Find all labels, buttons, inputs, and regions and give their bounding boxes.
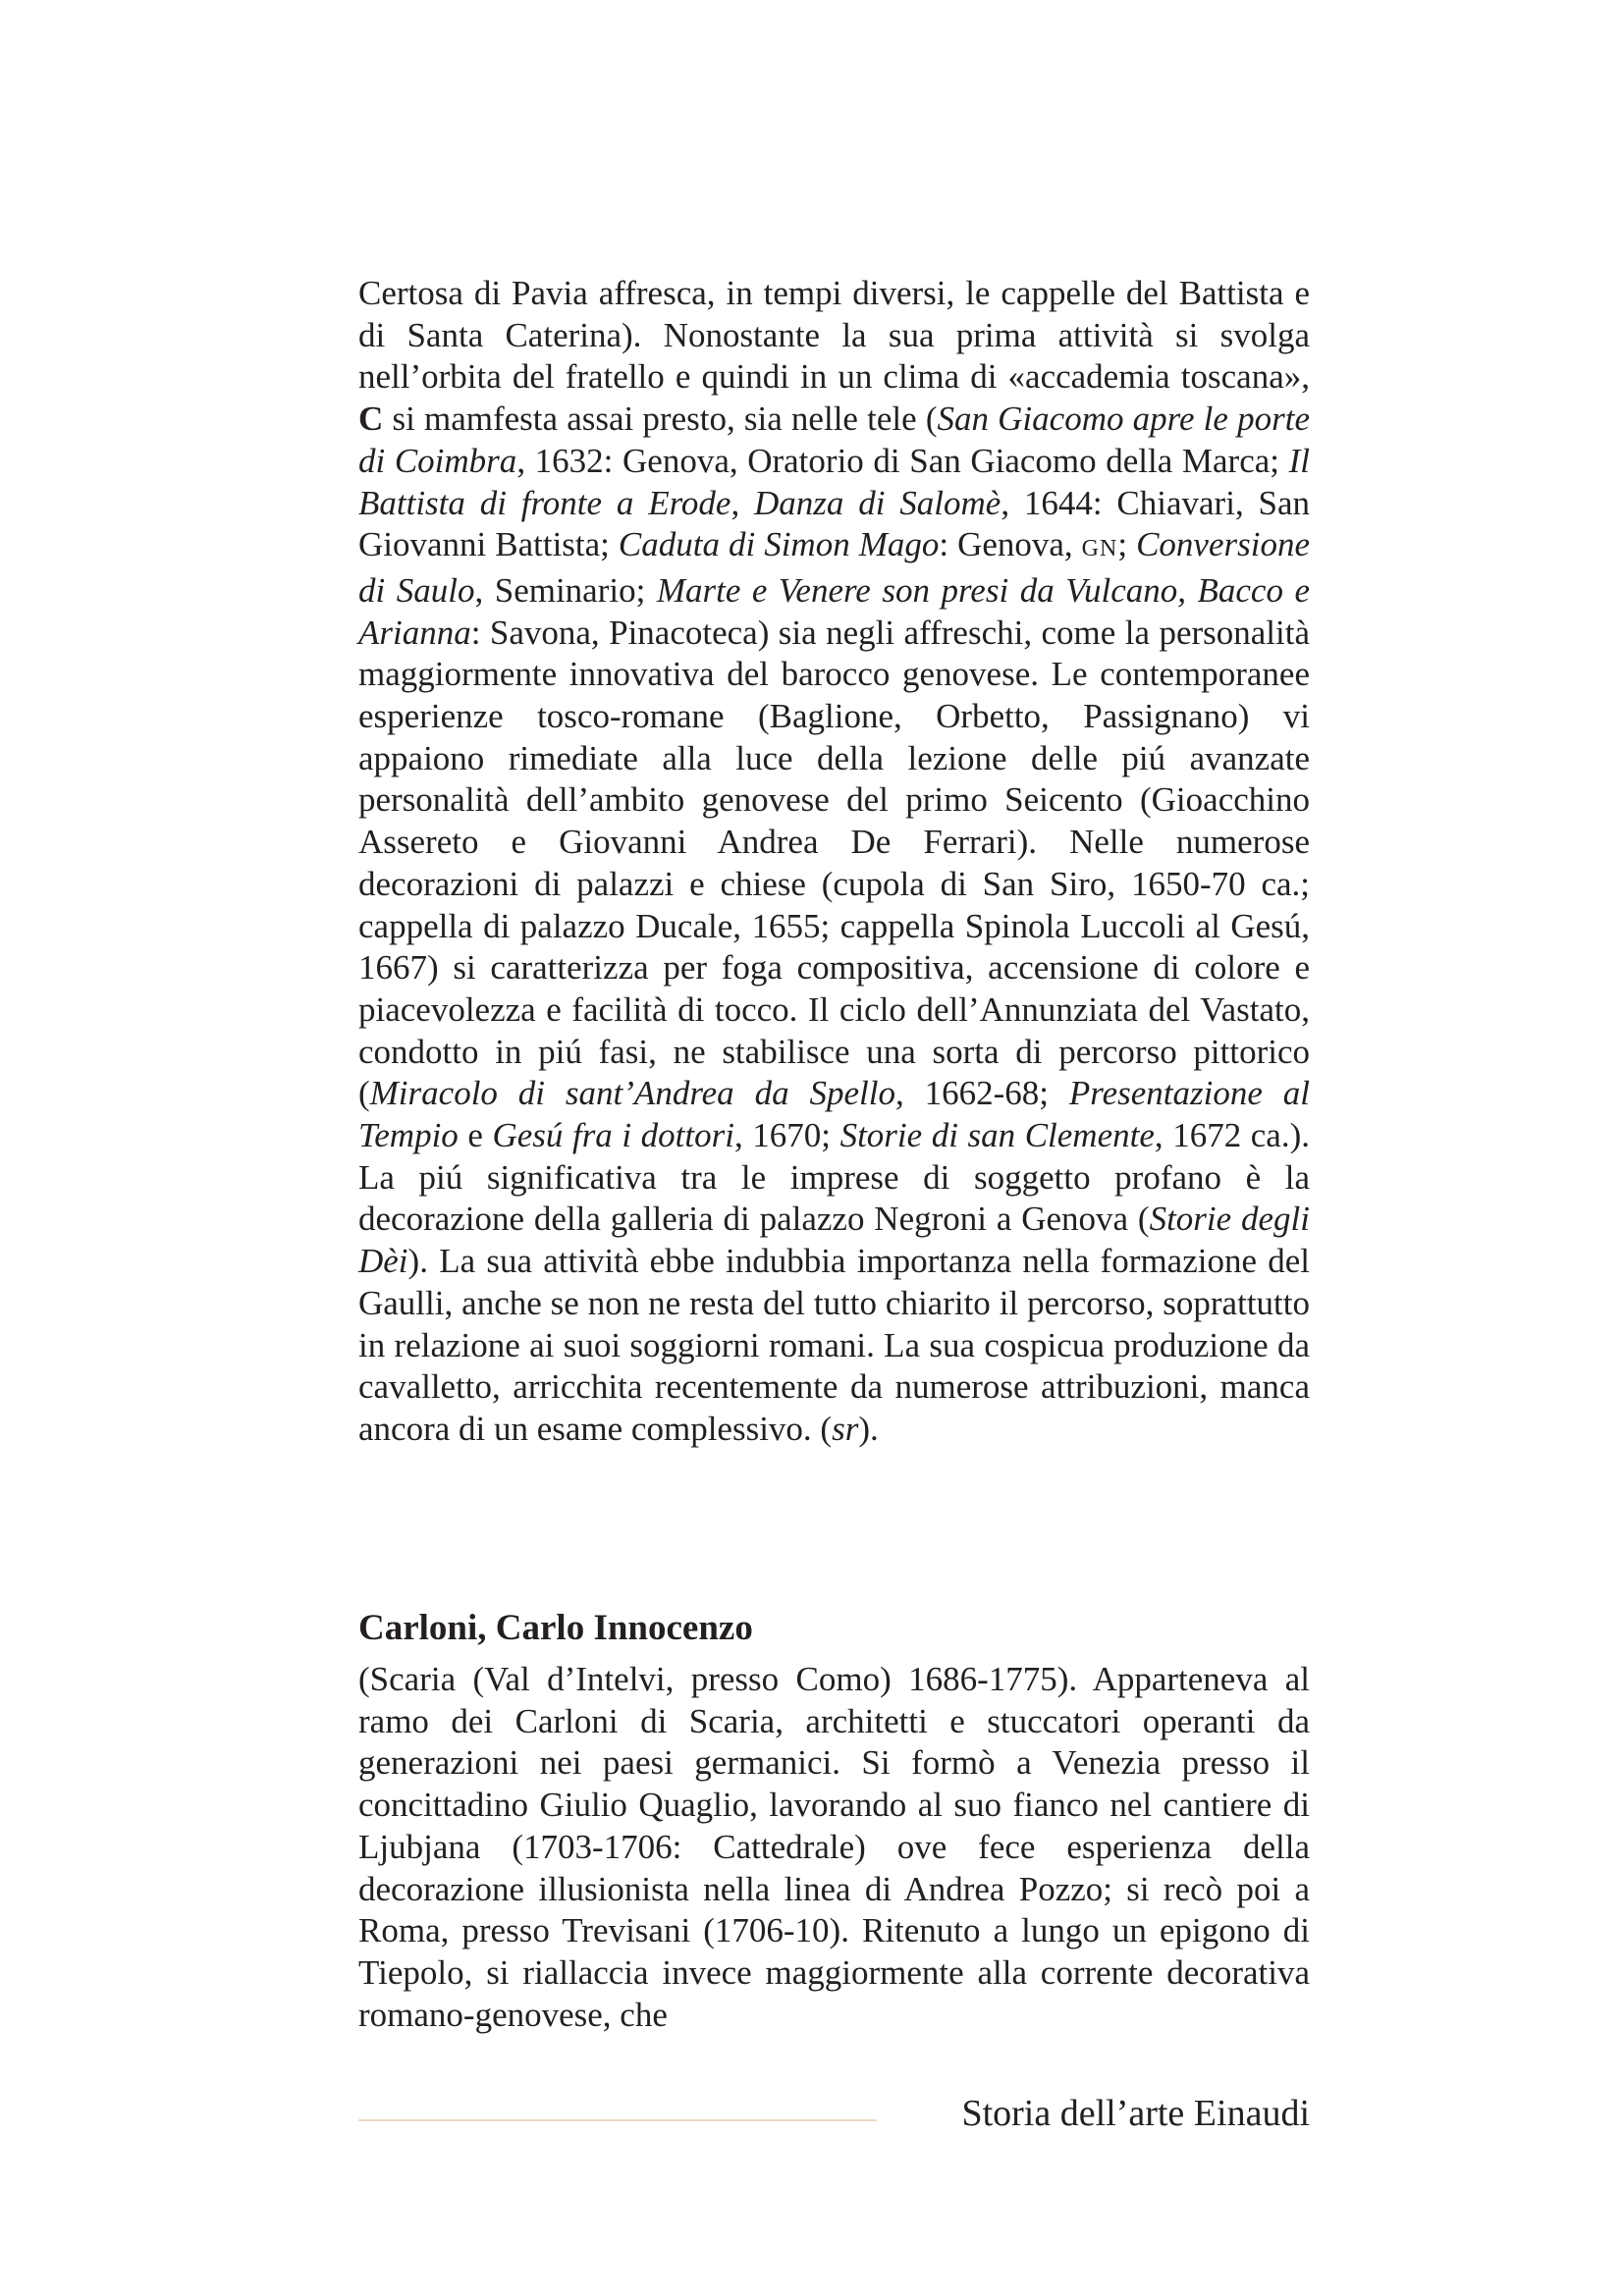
italic-title: Marte e Venere son presi da Vulcano, Bacco e Arianna [358,570,1310,652]
text-run: (Scaria (Val d’Intelvi, presso Como) 1686-1775). Apparteneva al ramo dei Carloni di Scaria, architetti e stuccatori operanti da generazioni nei paesi germanici. Si formò a Venezia presso il concittadino Giulio Quaglio, lavorando al suo fianco nel cantiere di Ljubjana (1703-1706: Cattedrale) ove fece esperienza della decorazione illusionista nella linea di Andrea Pozzo; si recò poi a Roma, presso Trevisani (1706-10). Ritenuto a lungo un epigono di Tiepolo, si riallaccia invece maggiormente alla corrente decorativa romano-genovese, che [358,1660,1310,2034]
italic-title: sr [832,1409,859,1448]
italic-title: Miracolo di sant’Andrea da Spello [369,1074,895,1113]
body-paragraph [358,273,1310,1451]
text-run: , 1662-68; [894,1074,1069,1113]
text-run: e [458,1116,493,1155]
paragraph-text [358,1659,1310,2036]
italic-title: Storie di san Clemente [839,1116,1155,1155]
italic-title: Il Battista di fronte a Erode [358,441,1310,522]
footer-rule [358,2119,877,2121]
italic-title: San Giacomo apre le porte di Coimbra [358,400,1310,480]
italic-title: Danza di Salomè [754,483,1001,522]
bold-abbreviation: C [358,400,384,439]
text-run: : Savona, Pinacoteca) sia negli affreschi, come la personalità maggiormente innovativa del barocco genovese. Le contemporanee esperienze tosco-romane (Baglione, Orbetto, Passignano) vi appaiono rimediate alla luce della lezione delle piú avanzate personalità dell’ambito genovese del primo Seicento (Gioacchino Assereto e Giovanni Andrea De Ferrari). Nelle numerose decorazioni di palazzi e chiese (cupola di San Siro, 1650-70 ca.; cappella di palazzo Ducale, 1655; cappella Spinola Luccoli al Gesú, 1667) si caratterizza per foga compositiva, accensione di colore e piacevolezza e facilità di tocco. Il ciclo dell’Annunziata del Vastato, condotto in piú fasi, ne stabilisce una sorta di percorso pittorico ( [358,613,1310,1113]
italic-title: Caduta di Simon Mago [618,525,940,564]
entry-body-paragraph [358,1659,1310,2036]
text-run: : Genova, [939,525,1082,564]
text-run: Certosa di Pavia affresca, in tempi diversi, le cappelle del Battista e di Santa Caterina). Nonostante la sua prima attività si svolga nell’orbita del fratello e quindi in un clima di «accademia toscana», [358,274,1310,397]
paragraph-text [358,273,1310,1451]
text-run: , 1670; [733,1116,840,1155]
text-run: , 1672 ca.). La piú significativa tra le imprese di soggetto profano è la decorazione della galleria di palazzo Negroni a Genova ( [358,1116,1310,1239]
text-run: , 1644: Chiavari, San Giovanni Battista; [358,483,1311,564]
text-run: , [730,483,755,522]
italic-title: Gesú fra i dottori [492,1116,734,1155]
italic-title: Presentazione al Tempio [358,1074,1311,1155]
entry-heading: Carloni, Carlo Innocenzo [358,1608,753,1648]
italic-title: Storie degli Dèi [358,1200,1310,1281]
footer-title: Storia dell’arte Einaudi [961,2093,1310,2134]
text-run: , Seminario; [474,570,657,610]
text-run: , 1632: Genova, Oratorio di San Giacomo della Marca; [516,441,1289,480]
italic-title: Conversione di Saulo [358,525,1310,610]
small-caps-abbreviation: GN [1081,536,1118,562]
text-run: si mamfesta assai presto, sia nelle tele ( [383,400,938,439]
text-run: ; [1117,525,1137,564]
text-run: ). [858,1409,879,1448]
text-run: ). La sua attività ebbe indubbia importanza nella formazione del Gaulli, anche se non ne resta del tutto chiarito il percorso, soprattutto in relazione ai suoi soggiorni romani. La sua cospicua produzione da cavalletto, arricchita recentemente da numerose attribuzioni, manca ancora di un esame complessivo. ( [358,1242,1310,1448]
